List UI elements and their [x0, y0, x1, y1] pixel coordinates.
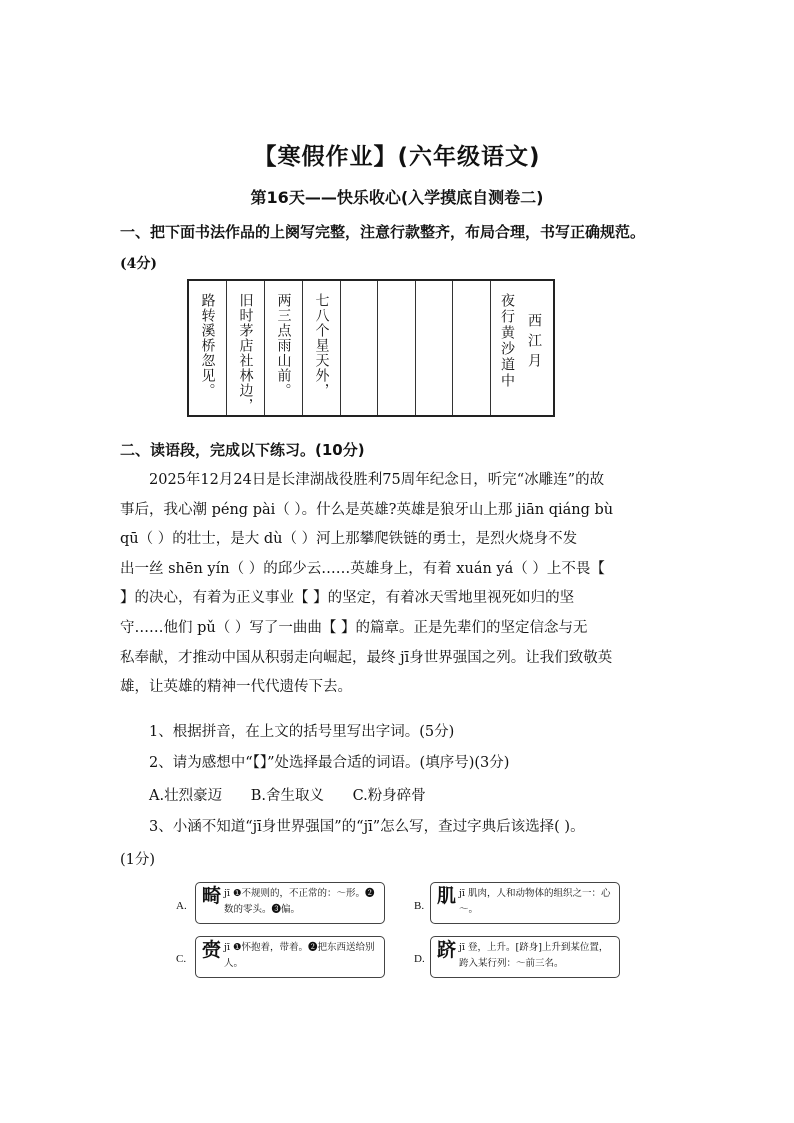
- blank-column[interactable]: [378, 281, 416, 415]
- passage-line: 私奉献，才推动中国从积弱走向崛起，最终 jī身世界强国之列。让我们致敬英: [120, 649, 613, 666]
- sub-question-3-score: (1分): [120, 852, 156, 868]
- passage-line: 出一丝 shēn yín（ ）的邱少云……英雄身上，有着 xuán yá（ ）上不畏【: [120, 560, 605, 577]
- card-character: 肌: [437, 885, 457, 907]
- grid-column-text: 旧时茅店社林边，: [237, 293, 254, 413]
- option-c[interactable]: C.粉身碎骨: [352, 788, 426, 804]
- grid-column: [303, 281, 341, 415]
- passage-line: 事后，我心潮 péng pài（ ）。什么是英雄?英雄是狼牙山上那 jiān qiáng bù: [120, 501, 614, 518]
- option-a[interactable]: A.壮烈豪迈: [149, 788, 223, 804]
- reading-passage: [120, 466, 680, 703]
- card-letter-c: C.: [176, 953, 187, 965]
- grid-column: [227, 281, 265, 415]
- card-definition: jī 肌肉，人和动物体的组织之一：心～。: [459, 888, 611, 915]
- poem-title: 西江月: [526, 313, 542, 373]
- grid-column: [265, 281, 303, 415]
- passage-line: 】的决心，有着为正义事业【 】的坚定，有着冰天雪地里视死如归的坚: [120, 590, 575, 607]
- blank-column[interactable]: [341, 281, 378, 415]
- dictionary-card-d[interactable]: [430, 936, 620, 978]
- option-b[interactable]: B.舍生取义: [250, 788, 324, 804]
- grid-column-text: 七八个星天外，: [313, 293, 330, 398]
- question-1-score: (4分): [120, 256, 157, 272]
- page-subtitle: 第16天——快乐收心(入学摸底自测卷二): [250, 188, 544, 207]
- card-character: 赍: [202, 939, 222, 961]
- blank-column[interactable]: [453, 281, 491, 415]
- passage-line: qū（ ）的壮士，是大 dù（ ）河上那攀爬铁链的勇士，是烈火烧身不发: [120, 531, 578, 548]
- grid-column: [189, 281, 227, 415]
- card-letter-d: D.: [414, 953, 425, 965]
- card-character: 跻: [437, 939, 457, 961]
- sub-question-3: 3、小涵不知道“jī身世界强国”的“jī”怎么写，查过字典后该选择( )。: [149, 819, 585, 835]
- passage-line: 2025年12月24日是长津湖战役胜利75周年纪念日，听完“冰雕连”的故: [149, 472, 605, 488]
- card-definition: jī ❶不规则的，不正常的：～形。❷数的零头。❸偏。: [224, 888, 375, 915]
- poem-author-line: 夜行黄沙道中: [499, 293, 515, 389]
- passage-line: 雄，让英雄的精神一代代遗传下去。: [120, 679, 352, 696]
- question-1-heading: 一、把下面书法作品的上阕写完整，注意行款整齐，布局合理，书写正确规范。: [120, 223, 646, 241]
- sub-question-2: 2、请为感想中“【】”处选择最合适的词语。(填序号)(3分): [149, 755, 510, 771]
- dictionary-card-c[interactable]: [195, 936, 385, 978]
- calligraphy-grid: [187, 279, 555, 417]
- question-2-heading: 二、读语段，完成以下练习。(10分): [120, 441, 365, 459]
- card-letter-b: B.: [414, 900, 425, 912]
- card-letter-a: A.: [176, 900, 187, 912]
- dictionary-card-b[interactable]: [430, 882, 620, 924]
- blank-column[interactable]: [416, 281, 453, 415]
- card-definition: jī 登，上升。[跻身]上升到某位置，跨入某行列：～前三名。: [459, 942, 609, 969]
- page-title: 【寒假作业】(六年级语文): [253, 144, 541, 170]
- grid-column-text: 两三点雨山前。: [275, 293, 292, 398]
- dictionary-card-a[interactable]: [195, 882, 385, 924]
- card-definition: jī ❶怀抱着，带着。❷把东西送给别人。: [224, 942, 375, 969]
- options-row: [149, 784, 450, 805]
- sub-question-1: 1、根据拼音，在上文的括号里写出字词。(5分): [149, 724, 455, 740]
- passage-line: 守……他们 pǔ（ ）写了一曲曲【 】的篇章。正是先辈们的坚定信念与无: [120, 619, 588, 636]
- card-character: 畸: [202, 885, 222, 907]
- poem-title-column: [491, 281, 553, 415]
- grid-column-text: 路转溪桥忽见。: [199, 293, 216, 398]
